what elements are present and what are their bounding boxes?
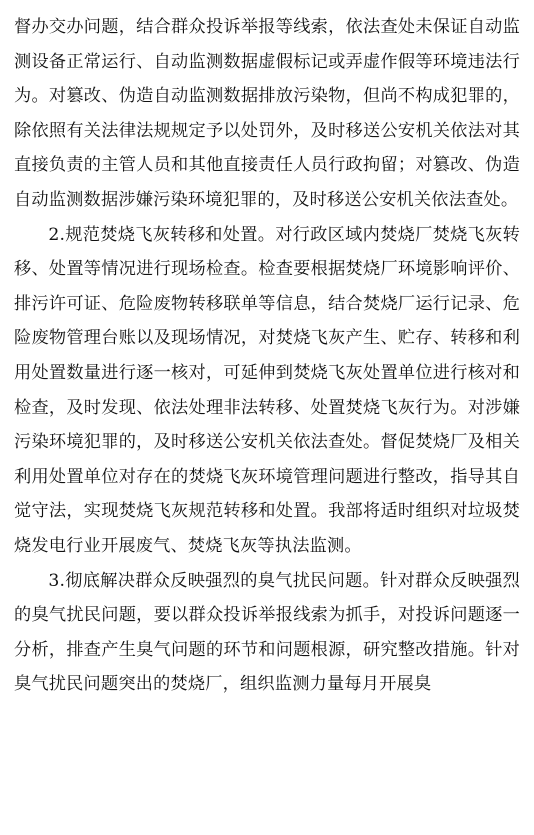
paragraph-odor-complaints: 3.彻底解决群众反映强烈的臭气扰民问题。针对群众反映强烈的臭气扰民问题，要以群众投诉举报线索为抓手，对投诉问题逐一分析，排查产生臭气问题的环节和问题根源，研究整改措施。针对臭气扰民问题突出的焚烧厂，组织监测力量每月开展臭 <box>14 570 520 695</box>
paragraph-supervision: 督办交办问题，结合群众投诉举报等线索，依法查处未保证自动监测设备正常运行、自动监测数据虚假标记或弄虚作假等环境违法行为。对篡改、伪造自动监测数据排放污染物，但尚不构成犯罪的，除依照有关法律法规规定予以处罚外，及时移送公安机关依法对其直接负责的主管人员和其他直接责任人员行政拘留；对篡改、伪造自动监测数据涉嫌污染环境犯罪的，及时移送公安机关依法查处。 <box>14 17 520 210</box>
paragraph-fly-ash-regulation: 2.规范焚烧飞灰转移和处置。对行政区域内焚烧厂焚烧飞灰转移、处置等情况进行现场检查。检查要根据焚烧厂环境影响评价、排污许可证、危险废物转移联单等信息，结合焚烧厂运行记录、危险废物管理台账以及现场情况，对焚烧飞灰产生、贮存、转移和利用处置数量进行逐一核对，可延伸到焚烧飞灰处置单位进行核对和检查，及时发现、依法处理非法转移、处置焚烧飞灰行为。对涉嫌污染环境犯罪的，及时移送公安机关依法查处。督促焚烧厂及相关利用处置单位对存在的焚烧飞灰环境管理问题进行整改，指导其自觉守法，实现焚烧飞灰规范转移和处置。我部将适时组织对垃圾焚烧发电行业开展废气、焚烧飞灰等执法监测。 <box>14 224 520 556</box>
